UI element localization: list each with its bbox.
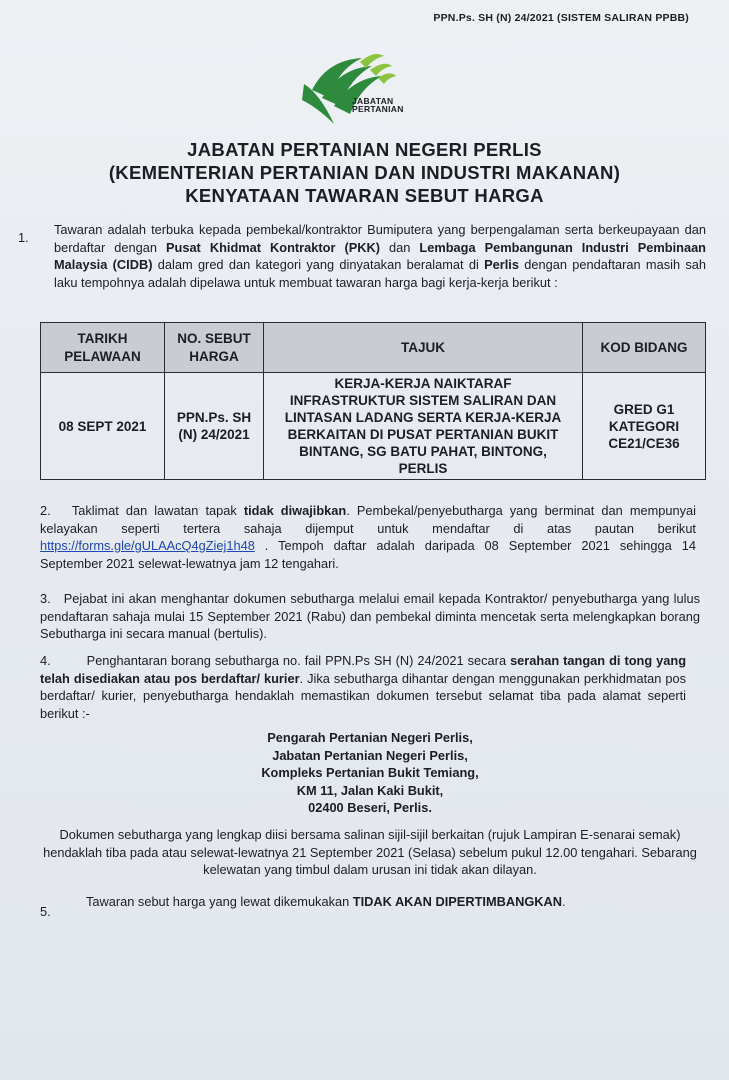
- header-date: TARIKH PELAWAAN: [41, 323, 165, 373]
- header-code: KOD BIDANG: [583, 323, 706, 373]
- para-1-number: 1.: [18, 230, 29, 245]
- para-3-number: 3.: [40, 591, 51, 606]
- document-header: [0, 138, 729, 207]
- cell-title: KERJA-KERJA NAIKTARAF INFRASTRUKTUR SISTEM SALIRAN DAN LINTASAN LADANG SERTA KERJA-KERJA BERKAITAN DI PUSAT PERTANIAN BUKIT BINTANG, SG BATU PAHAT, BINTONG, PERLIS: [264, 373, 583, 480]
- registration-link[interactable]: https://forms.gle/gULAAcQ4gZiej1h48: [40, 538, 255, 553]
- header-title: TAJUK: [264, 323, 583, 373]
- delivery-address: Pengarah Pertanian Negeri Perlis, Jabatan Pertanian Negeri Perlis, Kompleks Pertanian Bukit Temiang, KM 11, Jalan Kaki Bukit, 02400 Beseri, Perlis.: [261, 730, 479, 815]
- para-5-number: 5.: [40, 904, 51, 919]
- header-number: NO. SEBUT HARGA: [165, 323, 264, 373]
- para-4b: Dokumen sebutharga yang lengkap diisi bersama salinan sijil-sijil berkaitan (rujuk Lampiran E-senarai semak) hendaklah tiba pada atau selewat-lewatnya 21 September 2021 (Selasa) sebelum pukul 12.00 tengahari. Sebarang kelewatan yang timbul dalam urusan ini tidak akan dilayan.: [43, 827, 697, 877]
- table-header-row: [41, 323, 706, 373]
- para-2: 2. Taklimat dan lawatan tapak tidak diwajibkan. Pembekal/penyebutharga yang berminat dan mempunyai kelayakan seperti tertera sahaja dijemput untuk mendaftar di atas pautan berikut https://forms.gle/gULAAcQ4gZiej1h48 . Tempoh daftar adalah daripada 08 September 2021 sehingga 14 September 2021 selewat-lewatnya jam 12 tengahari.: [40, 503, 696, 571]
- cell-code: GRED G1 KATEGORI CE21/CE36: [583, 373, 706, 480]
- header-line-1: JABATAN PERTANIAN NEGERI PERLIS: [187, 139, 542, 160]
- para-4: 4. Penghantaran borang sebutharga no. fail PPN.Ps SH (N) 24/2021 secara serahan tangan di tong yang telah disediakan atau pos berdaftar/ kurier. Jika sebutharga dihantar dengan menggunakan perkhidmatan pos berdaftar/ kurier, penyebutharga hendaklah memastikan dokumen tersebut selamat tiba pada alamat seperti berikut :-: [40, 653, 687, 721]
- para-1: Tawaran adalah terbuka kepada pembekal/kontraktor Bumiputera yang berpengalaman serta berkeupayaan dan berdaftar dengan Pusat Khidmat Kontraktor (PKK) dan Lembaga Pembangunan Industri Pembinaan Malaysia (CIDB) dalam gred dan kategori yang dinyatakan beralamat di Perlis dengan pendaftaran masih sah laku tempohnya adalah dipelawa untuk membuat tawaran harga bagi kerja-kerja berikut :: [54, 222, 706, 290]
- cell-number: PPN.Ps. SH (N) 24/2021: [165, 373, 264, 480]
- para-2-number: 2.: [40, 503, 51, 518]
- table-row: [41, 373, 706, 480]
- quotation-table: [40, 322, 706, 480]
- reference-number: PPN.Ps. SH (N) 24/2021 (SISTEM SALIRAN PPBB): [433, 12, 689, 24]
- jabatan-pertanian-logo-icon: [292, 50, 442, 130]
- logo-text: JABATAN PERTANIAN: [352, 96, 404, 114]
- para-5: Tawaran sebut harga yang lewat dikemukakan TIDAK AKAN DIPERTIMBANGKAN.: [86, 894, 566, 909]
- header-line-2: (KEMENTERIAN PERTANIAN DAN INDUSTRI MAKANAN): [108, 162, 621, 183]
- para-4-number: 4.: [40, 653, 51, 668]
- header-line-3: KENYATAAN TAWARAN SEBUT HARGA: [185, 185, 544, 206]
- para-3: 3. Pejabat ini akan menghantar dokumen sebutharga melalui email kepada Kontraktor/ penyebutharga yang lulus pendaftaran sahaja mulai 15 September 2021 (Rabu) dan pembekal diminta mencetak serta melengkapkan borang Sebutharga ini secara manual (bertulis).: [40, 591, 700, 641]
- cell-date: 08 SEPT 2021: [41, 373, 165, 480]
